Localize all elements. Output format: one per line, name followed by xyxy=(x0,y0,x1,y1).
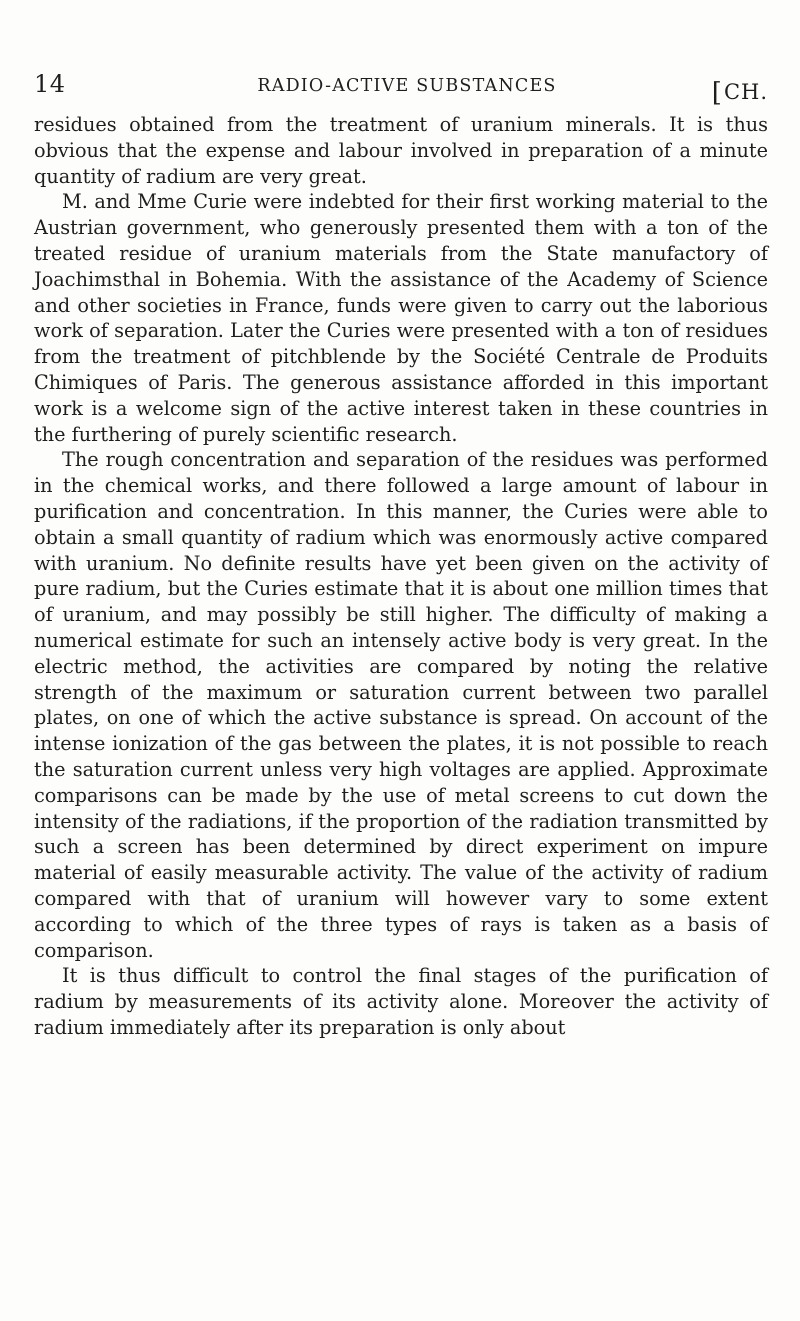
page-header xyxy=(34,70,768,110)
paragraph-curie-materials: M. and Mme Curie were indebted for their first working material to the Austrian government, who generously presented them with a ton of the treated residue of uranium materials from the State manufactory of Joachimsthal in Bohemia. With the assistance of the Academy of Science and other societies in France, funds were given to carry out the laborious work of separation. Later the Curies were presented with a ton of residues from the treatment of pitchblende by the Société Centrale de Produits Chimiques of Paris. The generous assistance afforded in this important work is a welcome sign of the active interest taken in these countries in the furthering of purely scientific research. xyxy=(34,190,768,446)
paragraph-purification: It is thus difficult to control the final stages of the purification of radium by measurements of its activity alone. Moreover the activity of radium immediately after its preparation is only about xyxy=(34,964,768,1039)
body-text xyxy=(34,112,768,1041)
page-number: 14 xyxy=(34,70,66,98)
paragraph-continued: residues obtained from the treatment of uranium minerals. It is thus obvious that the expense and labour involved in preparation of a minute quantity of radium are very great. xyxy=(34,113,768,188)
chapter-bracket: [ xyxy=(711,78,723,108)
chapter-mark xyxy=(712,76,768,106)
paragraph-concentration: The rough concentration and separation of the residues was performed in the chemical works, and there followed a large amount of labour in purification and concentration. In this manner, the Curies were able to obtain a small quantity of radium which was enormously active compared with uranium. No definite results have yet been given on the activity of pure radium, but the Curies estimate that it is about one million times that of uranium, and may possibly be still higher. The difficulty of making a numerical estimate for such an intensely active body is very great. In the electric method, the activities are compared by noting the relative strength of the maximum or saturation current between two parallel plates, on one of which the active substance is spread. On account of the intense ionization of the gas between the plates, it is not possible to reach the saturation current unless very high voltages are applied. Approximate comparisons can be made by the use of metal screens to cut down the intensity of the radiations, if the proportion of the radiation transmitted by such a screen has been determined by direct experiment on impure material of easily measurable activity. The value of the activity of radium compared with that of uranium will however vary to some extent according to which of the three types of rays is taken as a basis of comparison. xyxy=(34,448,768,962)
chapter-label: CH. xyxy=(723,80,768,104)
running-title: RADIO-ACTIVE SUBSTANCES xyxy=(257,76,557,96)
